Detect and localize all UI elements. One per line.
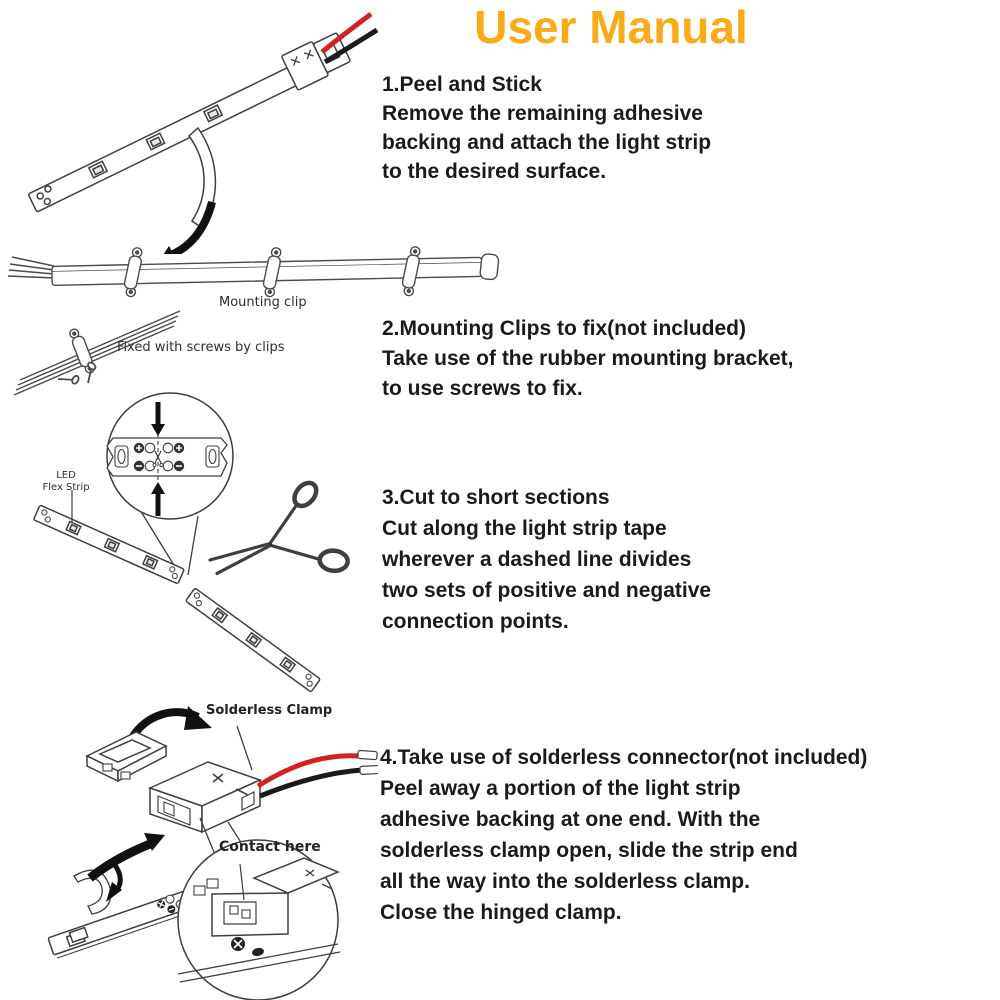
strip-wires xyxy=(8,257,54,278)
insert-arrow-icon xyxy=(90,833,165,878)
step-4-line: Close the hinged clamp. xyxy=(380,901,622,924)
step-1-line: to the desired surface. xyxy=(382,160,607,183)
contact-here-label: Contact here xyxy=(219,839,321,855)
step-1-line: Remove the remaining adhesive xyxy=(382,102,703,125)
step-4-heading: 4.Take use of solderless connector(not included) xyxy=(380,746,868,769)
solderless-connector-illustration xyxy=(8,692,378,1000)
step-3-heading: 3.Cut to short sections xyxy=(382,486,610,509)
step-3-line: Cut along the light strip tape xyxy=(382,517,667,540)
step-4-text xyxy=(380,742,867,928)
cut-point-detail xyxy=(107,434,227,480)
step-4-line: solderless clamp open, slide the strip end xyxy=(380,839,798,862)
step-3-line: two sets of positive and negative xyxy=(382,579,712,602)
step-2-heading: 2.Mounting Clips to fix(not included) xyxy=(382,317,746,340)
hinged-lid xyxy=(87,732,166,781)
led-label-line1: LED xyxy=(56,470,76,481)
step-3-text xyxy=(382,482,711,637)
led-label-line2: Flex Strip xyxy=(42,482,90,493)
solderless-clamp-label: Solderless Clamp xyxy=(206,703,333,718)
solderless-clamp-leader xyxy=(237,726,252,770)
step-2-line: to use screws to fix. xyxy=(382,377,583,400)
step-3-line: wherever a dashed line divides xyxy=(382,548,692,571)
cut-sections-illustration xyxy=(12,386,372,692)
page-title: User Manual xyxy=(474,1,748,53)
led-strip-diagonal xyxy=(22,30,351,217)
step-2-text xyxy=(382,314,794,404)
step-4-line: Peel away a portion of the light strip xyxy=(380,777,741,800)
step-3-line: connection points. xyxy=(382,610,569,633)
step-1-line: backing and attach the light strip xyxy=(382,131,712,154)
step-4-line: adhesive backing at one end. With the xyxy=(380,808,761,831)
clamp-body xyxy=(150,762,260,832)
fixed-with-screws-label: Fixed with screws by clips xyxy=(117,340,285,355)
step-4-line: all the way into the solderless clamp. xyxy=(380,870,750,893)
close-lid-arrow-icon xyxy=(132,706,212,738)
step-1-heading: 1.Peel and Stick xyxy=(382,73,542,96)
strip-segment-right xyxy=(186,588,321,692)
step-2-line: Take use of the rubber mounting bracket, xyxy=(382,347,794,370)
mounting-clip-label: Mounting clip xyxy=(219,295,307,310)
step-1-text xyxy=(382,70,711,186)
peel-and-stick-illustration xyxy=(5,2,380,254)
led-flex-strip-label xyxy=(30,470,102,494)
